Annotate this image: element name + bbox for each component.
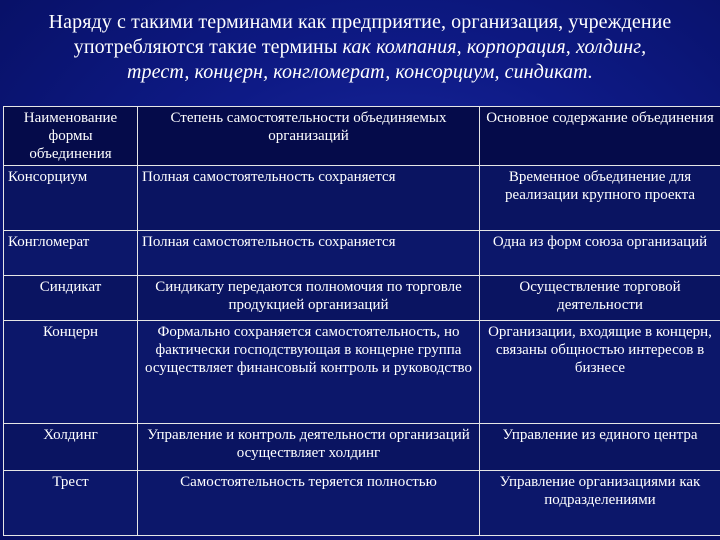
- row-name: Холдинг: [4, 424, 138, 471]
- row-autonomy: Полная самостоятельность сохраняется: [138, 166, 480, 231]
- title-line-2: [0, 35, 720, 60]
- row-content: Управление из единого центра: [480, 424, 720, 471]
- row-autonomy: Самостоятельность теряется полностью: [138, 471, 480, 536]
- row-name: Концерн: [4, 321, 138, 424]
- row-content: Одна из форм союза организаций: [480, 231, 720, 276]
- row-name: Конгломерат: [4, 231, 138, 276]
- header-autonomy: Степень самостоятельности объединяемых организаций: [138, 107, 480, 166]
- row-content: Осуществление торговой деятельности: [480, 276, 720, 321]
- title-line-2-italic: как компания, корпорация, холдинг,: [342, 36, 647, 58]
- table-row: [4, 321, 720, 424]
- title-line-1: Наряду с такими терминами как предприятие, организация, учреждение: [48, 11, 672, 33]
- header-form-name: Наименование формы объединения: [4, 107, 138, 166]
- row-name: Синдикат: [4, 276, 138, 321]
- row-content: Управление организациями как подразделениями: [480, 471, 720, 536]
- row-content: Временное объединение для реализации крупного проекта: [480, 166, 720, 231]
- table-row: [4, 424, 720, 471]
- header-content: Основное содержание объединения: [480, 107, 720, 166]
- row-autonomy: Синдикату передаются полномочия по торговле продукцией организаций: [138, 276, 480, 321]
- title-line-2-plain: употребляются такие термины: [73, 36, 343, 58]
- row-name: Консорциум: [4, 166, 138, 231]
- table-row: [4, 471, 720, 536]
- row-name: Трест: [4, 471, 138, 536]
- table-row: [4, 276, 720, 321]
- table-row: [4, 166, 720, 231]
- association-forms-table: [3, 106, 720, 536]
- table-row: [4, 231, 720, 276]
- row-autonomy: Полная самостоятельность сохраняется: [138, 231, 480, 276]
- table-header-row: [4, 107, 720, 166]
- row-autonomy: Управление и контроль деятельности организаций осуществляет холдинг: [138, 424, 480, 471]
- title-line-3: [0, 60, 720, 85]
- row-autonomy: Формально сохраняется самостоятельность, но фактически господствующая в концерне группа осуществляет финансовый контроль и руководство: [138, 321, 480, 424]
- slide-title: [0, 10, 720, 85]
- row-content: Организации, входящие в концерн, связаны общностью интересов в бизнесе: [480, 321, 720, 424]
- title-line-3-italic: трест, концерн, конгломерат, консорциум, синдикат.: [126, 61, 594, 83]
